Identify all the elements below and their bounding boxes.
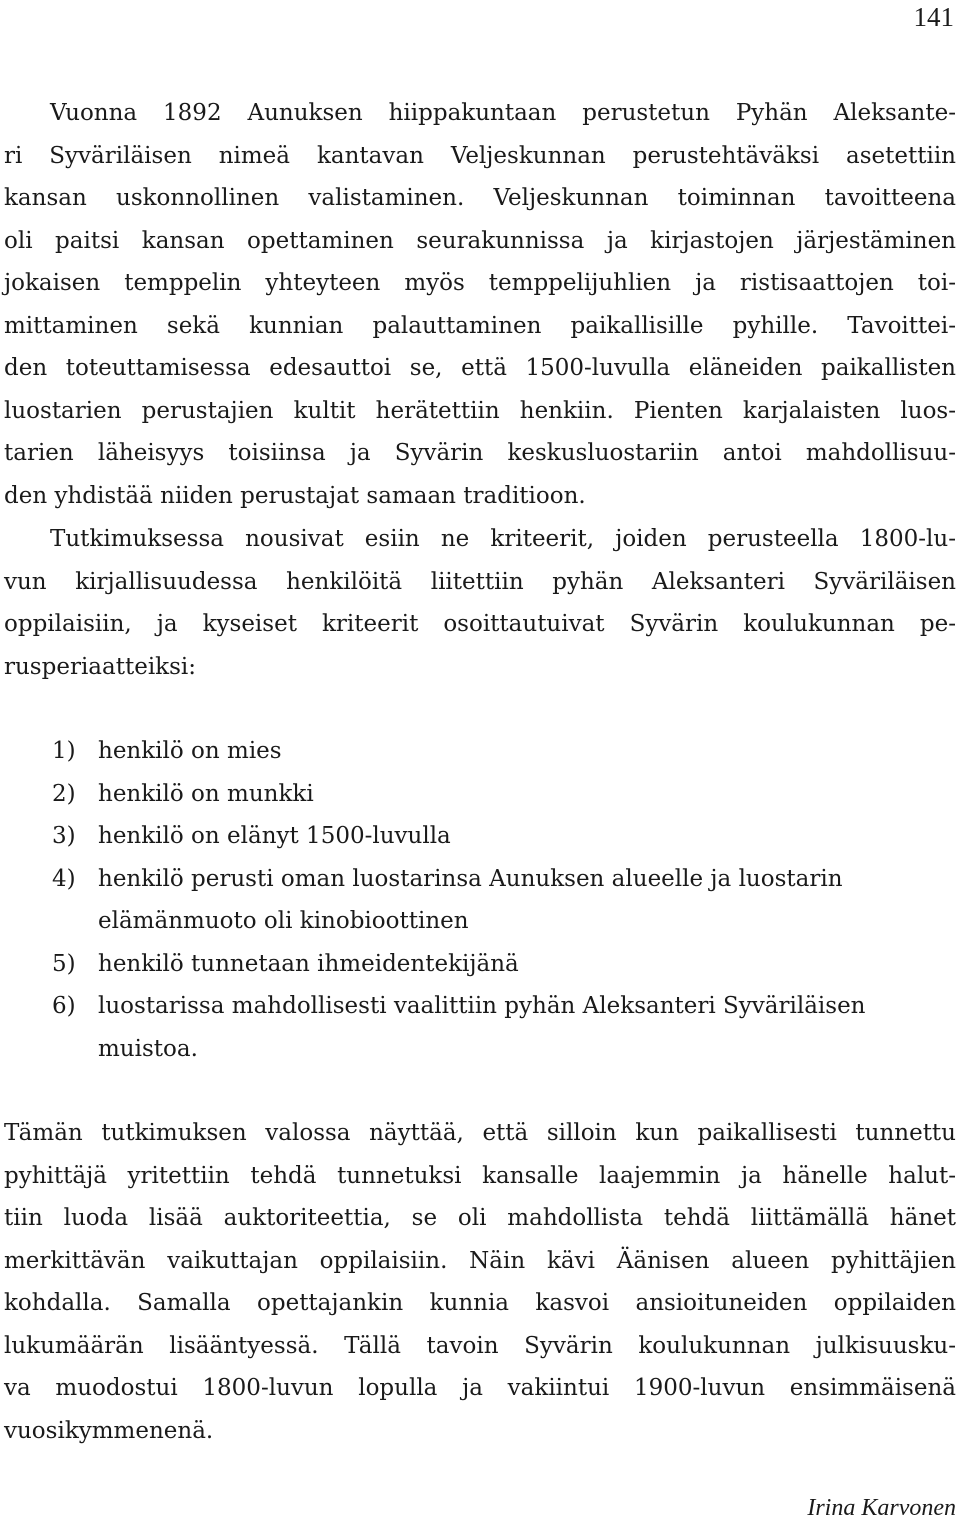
list-item-number: 4) <box>52 865 76 892</box>
list-item <box>52 730 956 773</box>
list-item <box>52 943 956 986</box>
list-item <box>52 985 956 1070</box>
list-item-number: 6) <box>52 993 76 1019</box>
text-line: tarien läheisyys toisiinsa ja Syvärin keskusluostariin antoi mahdollisuu- <box>4 440 956 466</box>
text-line: kohdalla. Samalla opettajankin kunnia kasvoi ansioituneiden oppilaiden <box>4 1290 956 1316</box>
text-line: Vuonna 1892 Aunuksen hiippakuntaan perustetun Pyhän Aleksante- <box>50 100 956 126</box>
list-item-text: henkilö on elänyt 1500-luvulla <box>98 823 451 849</box>
list-item-number: 3) <box>52 823 76 849</box>
list-item <box>52 773 956 816</box>
text-line: ri Syväriläisen nimeä kantavan Veljeskunnan perustehtäväksi asetettiin <box>4 142 956 169</box>
text-line: merkittävän vaikuttajan oppilaisiin. Näin kävi Äänisen alueen pyhittäjien <box>4 1247 956 1274</box>
text-line: mittaminen sekä kunnian palauttaminen paikallisille pyhille. Tavoittei- <box>4 312 956 339</box>
list-item <box>52 815 956 858</box>
list-item-text: henkilö on mies <box>98 738 282 764</box>
list-item-number: 1) <box>52 738 76 764</box>
text-line: kansan uskonnollinen valistaminen. Veljeskunnan toiminnan tavoitteena <box>4 185 956 211</box>
page-number: 141 <box>913 2 954 32</box>
text-line: Tutkimuksessa nousivat esiin ne kriteerit, joiden perusteella 1800-lu- <box>50 526 956 552</box>
text-line: jokaisen temppelin yhteyteen myös temppelijuhlien ja ristisaattojen toi- <box>4 270 956 296</box>
list-item-text: henkilö on munkki <box>98 780 314 807</box>
list-item-number: 5) <box>52 950 76 977</box>
list-item-text: henkilö tunnetaan ihmeidentekijänä <box>98 950 519 977</box>
list-item-text: luostarissa mahdollisesti vaalittiin pyhän Aleksanteri Syväriläisen muistoa. <box>98 993 866 1062</box>
text-line: pyhittäjä yritettiin tehdä tunnetuksi kansalle laajemmin ja hänelle halut- <box>4 1162 956 1189</box>
text-line: den toteuttamisessa edesauttoi se, että 1500-luvulla eläneiden paikallisten <box>4 355 956 381</box>
list-item <box>52 858 956 943</box>
text-line: den yhdistää niiden perustajat samaan traditioon. <box>4 482 586 509</box>
paragraph-intro <box>4 92 956 517</box>
paragraph-conclusion <box>4 1112 956 1452</box>
text-line: rusperiaatteiksi: <box>4 653 197 680</box>
list-item-number: 2) <box>52 780 76 807</box>
author-name: Irina Karvonen <box>807 1495 956 1521</box>
text-line: vun kirjallisuudessa henkilöitä liitettiin pyhän Aleksanteri Syväriläisen <box>4 568 956 595</box>
text-line: tiin luoda lisää auktoriteettia, se oli mahdollista tehdä liittämällä hänet <box>4 1205 956 1231</box>
text-line: lukumäärän lisääntyessä. Tällä tavoin Syvärin koulukunnan julkisuusku- <box>4 1332 956 1359</box>
text-line: Tämän tutkimuksen valossa näyttää, että silloin kun paikallisesti tunnettu <box>4 1120 956 1146</box>
text-line: va muodostui 1800-luvun lopulla ja vakiintui 1900-luvun ensimmäisenä <box>4 1375 956 1401</box>
text-line: oli paitsi kansan opettaminen seurakunnissa ja kirjastojen järjestäminen <box>4 227 956 254</box>
text-line: luostarien perustajien kultit herätettiin henkiin. Pienten karjalaisten luos- <box>4 397 956 424</box>
criteria-list <box>52 730 956 1070</box>
paragraph-criteria-intro <box>4 518 956 688</box>
text-line: vuosikymmenenä. <box>4 1417 214 1444</box>
text-line: oppilaisiin, ja kyseiset kriteerit osoittautuivat Syvärin koulukunnan pe- <box>4 611 956 637</box>
list-item-text: henkilö perusti oman luostarinsa Aunuksen alueelle ja luostarin elämänmuoto oli kinobioottinen <box>98 865 843 934</box>
